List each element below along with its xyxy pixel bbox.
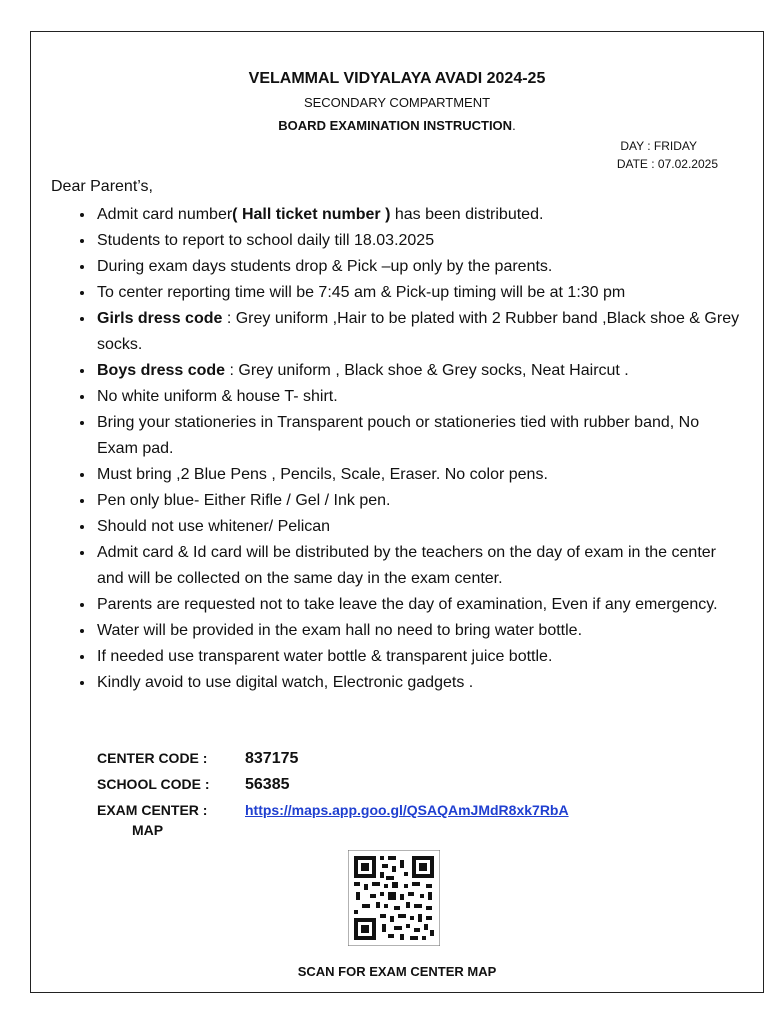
instruction-item-text: : Grey uniform ,Hair to be plated with 2 Rubber band ,Black shoe & Grey socks.	[97, 310, 740, 353]
center-code-label: CENTER CODE :	[97, 750, 208, 766]
exam-center-row	[97, 802, 569, 818]
scan-caption: SCAN FOR EXAM CENTER MAP	[297, 964, 497, 979]
school-code-value: 56385	[245, 776, 290, 793]
instruction-item-text: Kindly avoid to use digital watch, Electronic gadgets .	[97, 674, 474, 691]
instruction-item	[95, 228, 740, 254]
instruction-item	[95, 540, 740, 592]
instruction-item-text: has been distributed.	[390, 206, 544, 223]
instruction-item	[95, 514, 740, 540]
instruction-item-text: : Grey uniform , Black shoe & Grey socks, Neat Haircut .	[225, 362, 629, 379]
instruction-item-text: Students to report to school daily till 18.03.2025	[97, 232, 435, 249]
instruction-item	[95, 280, 740, 306]
exam-center-label: EXAM CENTER :	[97, 802, 208, 818]
instruction-item	[95, 670, 740, 696]
instruction-item	[95, 384, 740, 410]
instruction-title-dot: .	[512, 118, 516, 133]
instruction-item-text: Bring your stationeries in Transparent pouch or stationeries tied with rubber band, No Exam pad.	[97, 414, 700, 457]
school-code-row	[97, 776, 290, 794]
greeting: Dear Parent’s,	[51, 178, 153, 195]
center-code-value: 837175	[245, 750, 299, 767]
school-title: VELAMMAL VIDYALAYA AVADI 2024-25	[248, 70, 546, 87]
instruction-item	[95, 202, 740, 228]
instruction-item	[95, 358, 740, 384]
qr-code-icon	[348, 850, 440, 946]
instruction-item	[95, 488, 740, 514]
date-line: DATE : 07.02.2025	[616, 157, 718, 171]
instruction-item	[95, 618, 740, 644]
center-code-row	[97, 750, 298, 768]
instruction-item-bold: ( Hall ticket number )	[232, 206, 391, 223]
instruction-item	[95, 644, 740, 670]
instruction-item	[95, 254, 740, 280]
instruction-item-text: Should not use whitener/ Pelican	[97, 518, 331, 535]
exam-center-map-link[interactable]: https://maps.app.goo.gl/QSAQAmJMdR8xk7RbA	[245, 802, 569, 818]
instruction-item-bold: Boys dress code	[97, 362, 226, 379]
instruction-item-bold: Girls dress code	[97, 310, 223, 327]
instruction-item-text: Admit card number	[97, 206, 233, 223]
instruction-item-text: Admit card & Id card will be distributed by the teachers on the day of exam in the center and will be collected on the same day in the exam center.	[97, 544, 716, 587]
instruction-title-text: BOARD EXAMINATION INSTRUCTION	[278, 118, 513, 133]
instruction-title	[31, 118, 763, 133]
instruction-item	[95, 592, 740, 618]
instruction-item-text: Must bring ,2 Blue Pens , Pencils, Scale, Eraser. No color pens.	[97, 466, 548, 483]
instruction-item-text: Parents are requested not to take leave the day of examination, Even if any emergency.	[97, 596, 718, 613]
school-code-label: SCHOOL CODE :	[97, 776, 210, 792]
instruction-item-text: During exam days students drop & Pick –up only by the parents.	[97, 258, 553, 275]
instruction-item	[95, 306, 740, 358]
instruction-item-text: Water will be provided in the exam hall no need to bring water bottle.	[97, 622, 583, 639]
notice-page	[30, 31, 764, 993]
instruction-item-text: If needed use transparent water bottle & transparent juice bottle.	[97, 648, 553, 665]
day-line: DAY : FRIDAY	[620, 139, 697, 153]
section-title: SECONDARY COMPARTMENT	[303, 95, 491, 110]
instruction-item-text: To center reporting time will be 7:45 am & Pick-up timing will be at 1:30 pm	[97, 284, 626, 301]
instruction-list	[75, 202, 740, 696]
instruction-item-text: Pen only blue- Either Rifle / Gel / Ink pen.	[97, 492, 391, 509]
instruction-item	[95, 410, 740, 462]
instruction-item-text: No white uniform & house T- shirt.	[97, 388, 338, 405]
exam-center-map-label: MAP	[132, 822, 164, 838]
instruction-item	[95, 462, 740, 488]
